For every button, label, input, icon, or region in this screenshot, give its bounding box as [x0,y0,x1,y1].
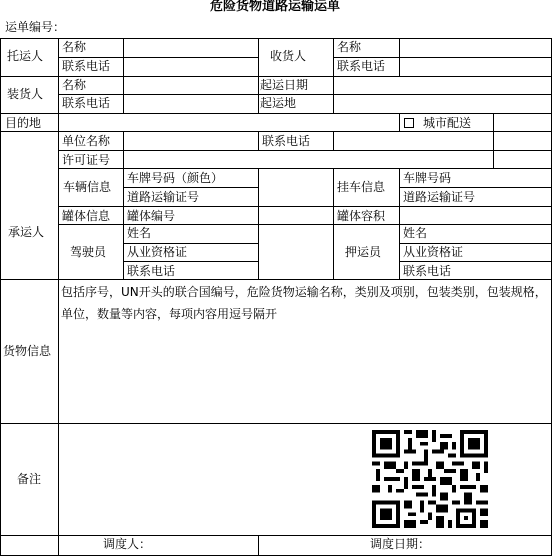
driver-label: 驾驶员 [70,245,107,259]
escort-name-label: 姓名 [403,226,428,240]
escort-label: 押运员 [345,245,382,259]
carrier-unit-name-label: 单位名称 [62,134,111,148]
escort-phone-label: 联系电话 [403,264,452,278]
trailer-info-label: 挂车信息 [337,180,386,194]
tank-capacity-label: 罐体容积 [337,209,386,223]
carrier-label: 承运人 [8,225,45,239]
consignor-phone-label: 联系电话 [62,59,111,73]
escort-qualification-label: 从业资格证 [403,245,464,259]
driver-phone-label: 联系电话 [127,264,176,278]
driver-name-label: 姓名 [127,226,152,240]
qr-code [372,430,488,528]
destination-label: 目的地 [5,116,42,130]
consignor-name-label: 名称 [62,40,87,54]
dispatch-date-footer-label: 调度日期： [370,537,431,551]
loader-name-label: 名称 [62,78,87,92]
goods-info-label: 货物信息 [3,344,52,358]
plate-color-label: 车牌号码（颜色） [127,171,224,185]
city-delivery-text: 城市配送 [423,116,472,130]
goods-description: 包括序号，UN开头的联合国编号，危险货物运输名称，类别及项别，包装类别，包装规格，单位，数量等内容，每项内容用逗号隔开 [61,285,547,321]
consignee-label: 收货人 [270,49,307,63]
city-delivery-option[interactable] [404,117,471,129]
driver-qualification-label: 从业资格证 [127,245,188,259]
trailer-cert-label: 道路运输证号 [403,190,476,204]
dispatch-date-label: 起运日期 [260,78,309,92]
loader-label: 装货人 [7,87,44,101]
consignee-phone-label: 联系电话 [337,59,386,73]
document-title: 危险货物道路运输运单 [210,0,341,14]
consignor-label: 托运人 [7,49,44,63]
road-transport-cert-label: 道路运输证号 [127,190,200,204]
loader-phone-label: 联系电话 [62,96,111,110]
vehicle-info-label: 车辆信息 [63,180,112,194]
remarks-label: 备注 [17,472,42,486]
dispatcher-label: 调度人： [103,537,152,551]
dispatch-place-label: 起运地 [260,96,297,110]
tank-info-label: 罐体信息 [62,209,111,223]
permit-number-label: 许可证号 [62,153,111,167]
carrier-contact-phone-label: 联系电话 [262,134,311,148]
tank-number-label: 罐体编号 [127,209,176,223]
trailer-plate-label: 车牌号码 [403,171,452,185]
city-delivery-checkbox[interactable] [404,118,414,128]
consignee-name-label: 名称 [337,40,362,54]
waybill-number-label: 运单编号： [5,20,66,34]
